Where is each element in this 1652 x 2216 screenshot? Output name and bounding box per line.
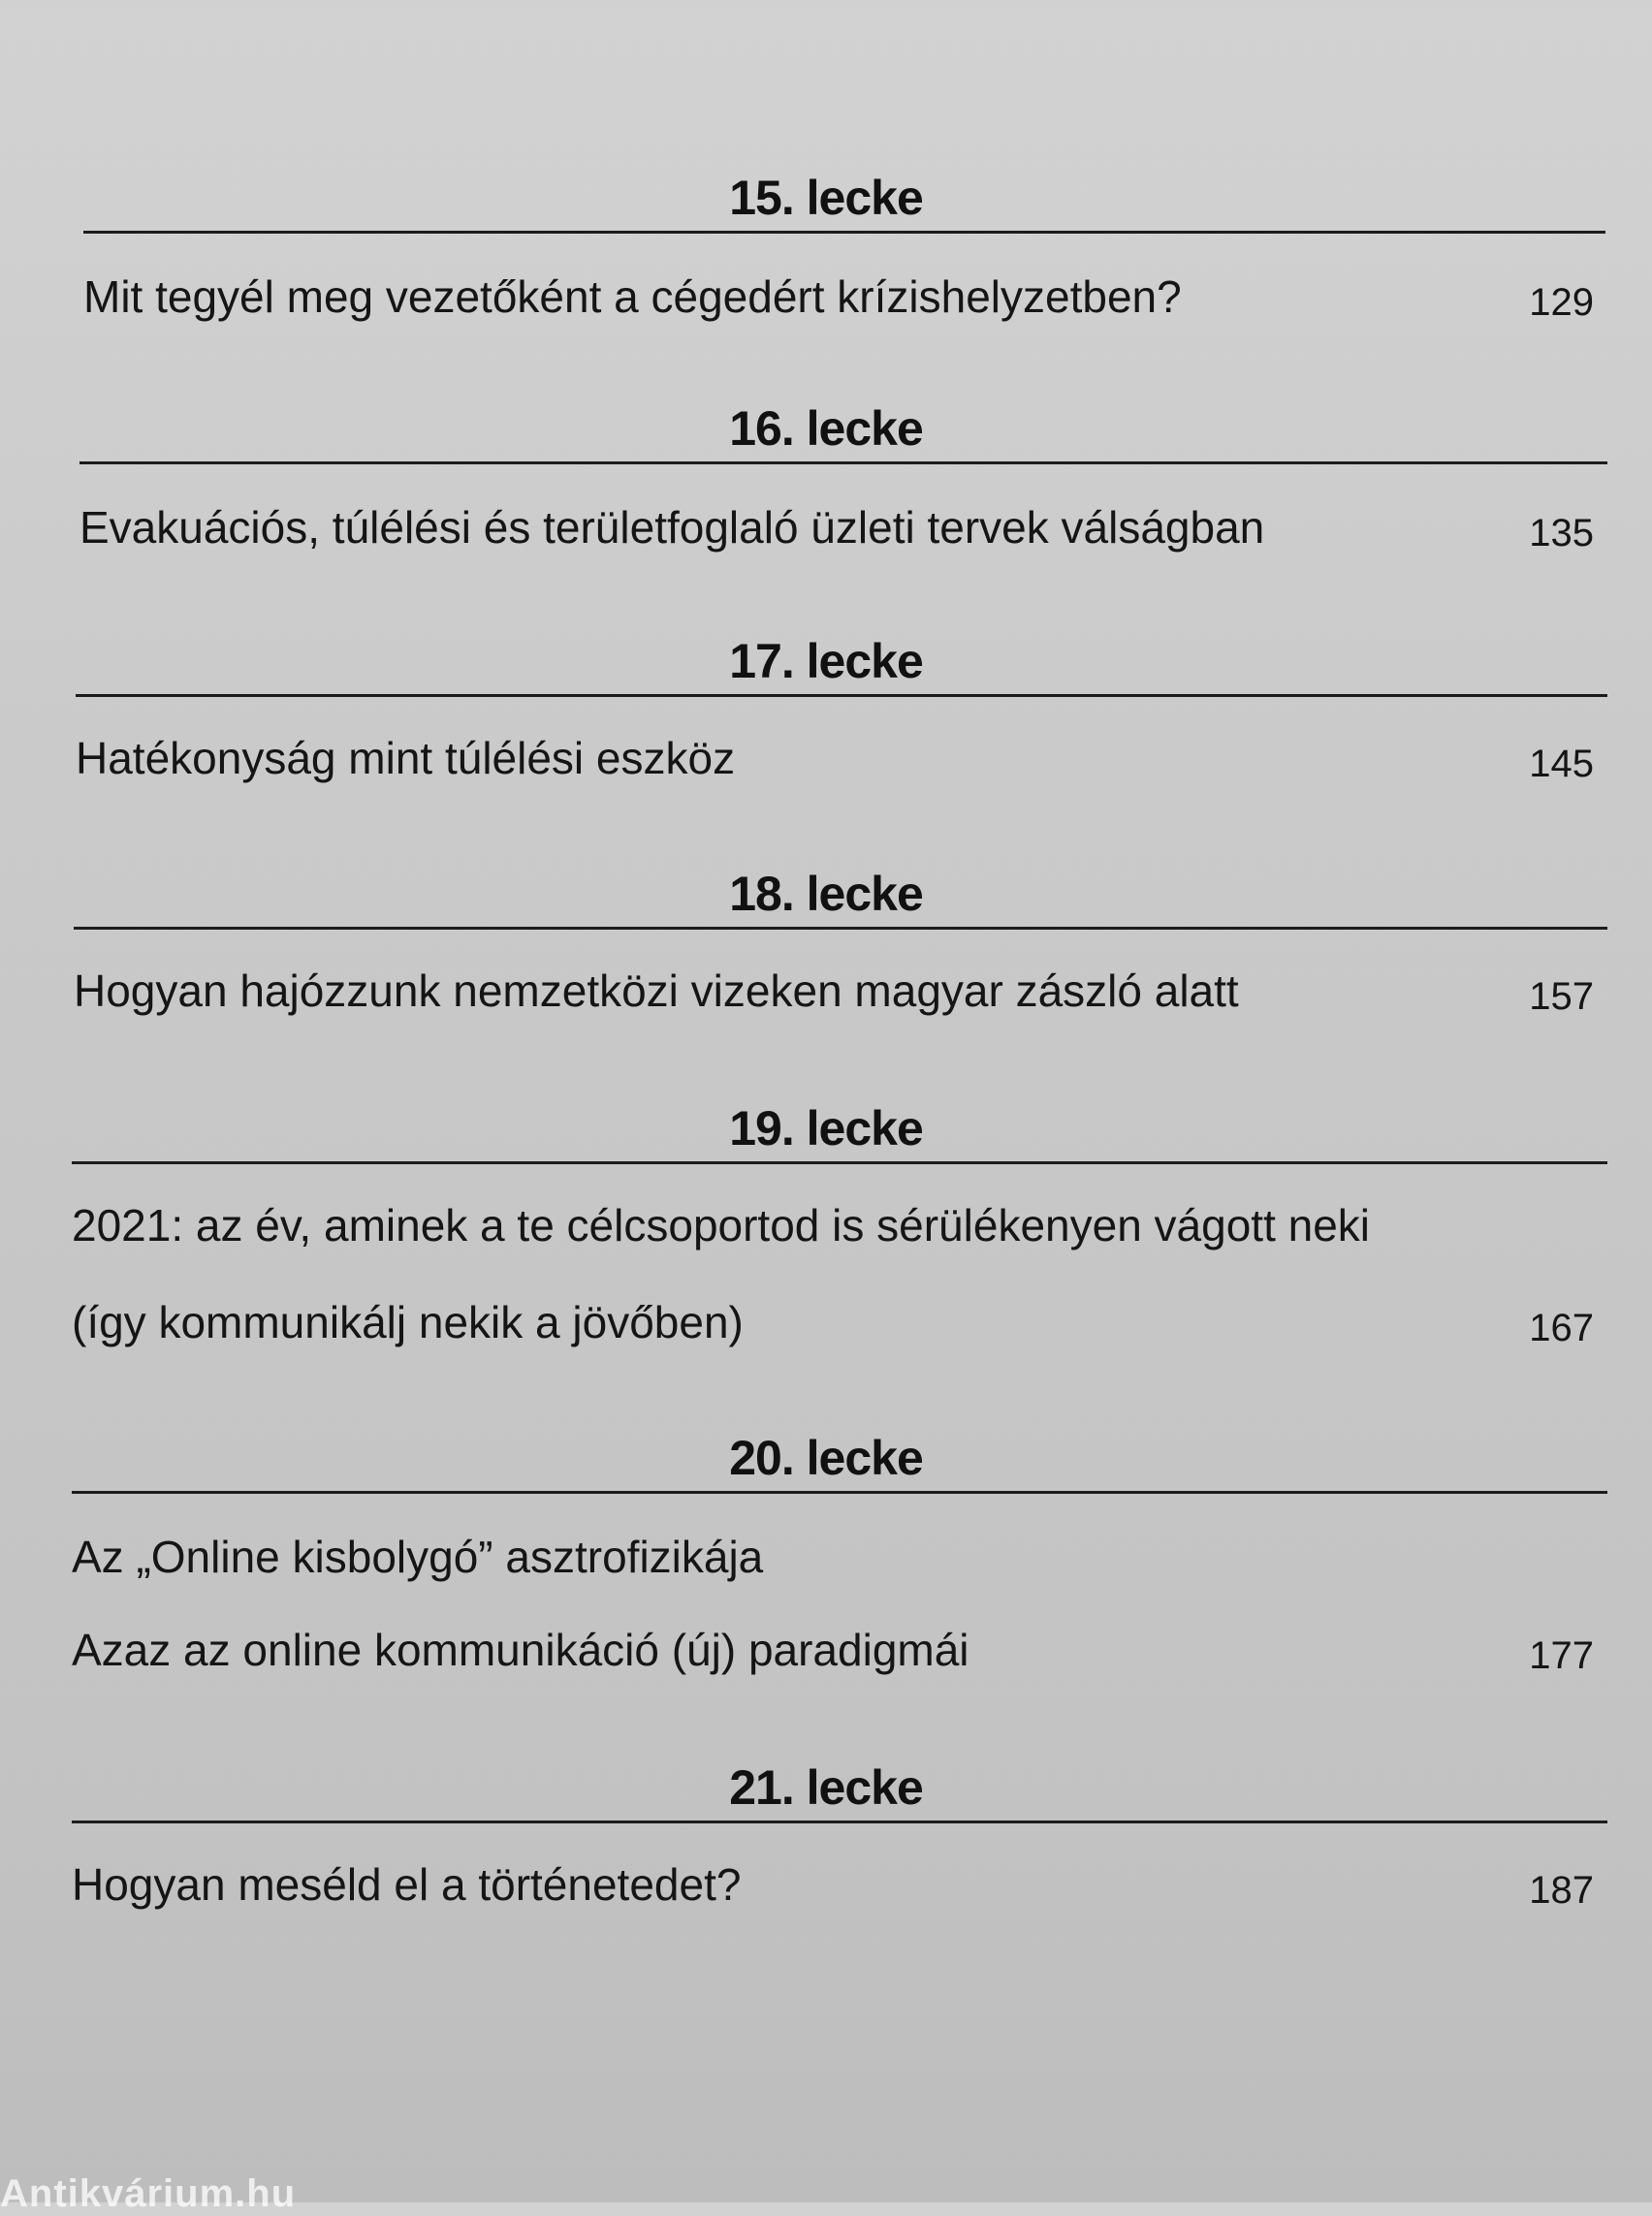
heading-rule bbox=[72, 1161, 1607, 1164]
entry-title: Azaz az online kommunikáció (új) paradigmái bbox=[72, 1625, 969, 1675]
heading-rule bbox=[74, 927, 1607, 930]
entry-title: Hogyan hajózzunk nemzetközi vizeken magyar zászló alatt bbox=[74, 966, 1239, 1016]
entry-title: Hatékonyság mint túlélési eszköz bbox=[76, 733, 736, 783]
page-number: 167 bbox=[1529, 1307, 1594, 1349]
lesson-heading: 16. lecke bbox=[729, 401, 923, 456]
watermark-text: Antikvárium.hu bbox=[0, 2172, 297, 2215]
lesson-heading: 21. lecke bbox=[729, 1760, 923, 1815]
entry-title: Az „Online kisbolygó” asztrofizikája bbox=[72, 1532, 764, 1582]
page-number: 145 bbox=[1529, 743, 1594, 785]
heading-rule bbox=[72, 1491, 1607, 1494]
entry-title: Hogyan meséld el a történetedet? bbox=[72, 1859, 742, 1910]
lesson-heading: 20. lecke bbox=[729, 1431, 923, 1485]
page-number: 177 bbox=[1529, 1634, 1594, 1677]
lesson-heading: 15. lecke bbox=[729, 171, 923, 225]
lesson-heading: 17. lecke bbox=[729, 634, 923, 688]
heading-rule bbox=[76, 694, 1607, 697]
heading-rule bbox=[72, 1820, 1607, 1823]
entry-title: Evakuációs, túlélési és területfoglaló üzleti tervek válságban bbox=[79, 502, 1265, 553]
page-number: 135 bbox=[1529, 512, 1594, 554]
entry-title: 2021: az év, aminek a te célcsoportod is sérülékenyen vágott neki bbox=[72, 1200, 1371, 1250]
heading-rule bbox=[83, 231, 1605, 234]
entry-title: Mit tegyél meg vezetőként a cégedért krízishelyzetben? bbox=[83, 271, 1182, 322]
entry-title: (így kommunikálj nekik a jövőben) bbox=[72, 1297, 744, 1347]
page-number: 129 bbox=[1529, 281, 1594, 324]
page-number: 157 bbox=[1529, 975, 1594, 1018]
page-number: 187 bbox=[1529, 1869, 1594, 1912]
lesson-heading: 18. lecke bbox=[729, 867, 923, 921]
heading-rule bbox=[79, 461, 1607, 464]
lesson-heading: 19. lecke bbox=[729, 1101, 923, 1155]
